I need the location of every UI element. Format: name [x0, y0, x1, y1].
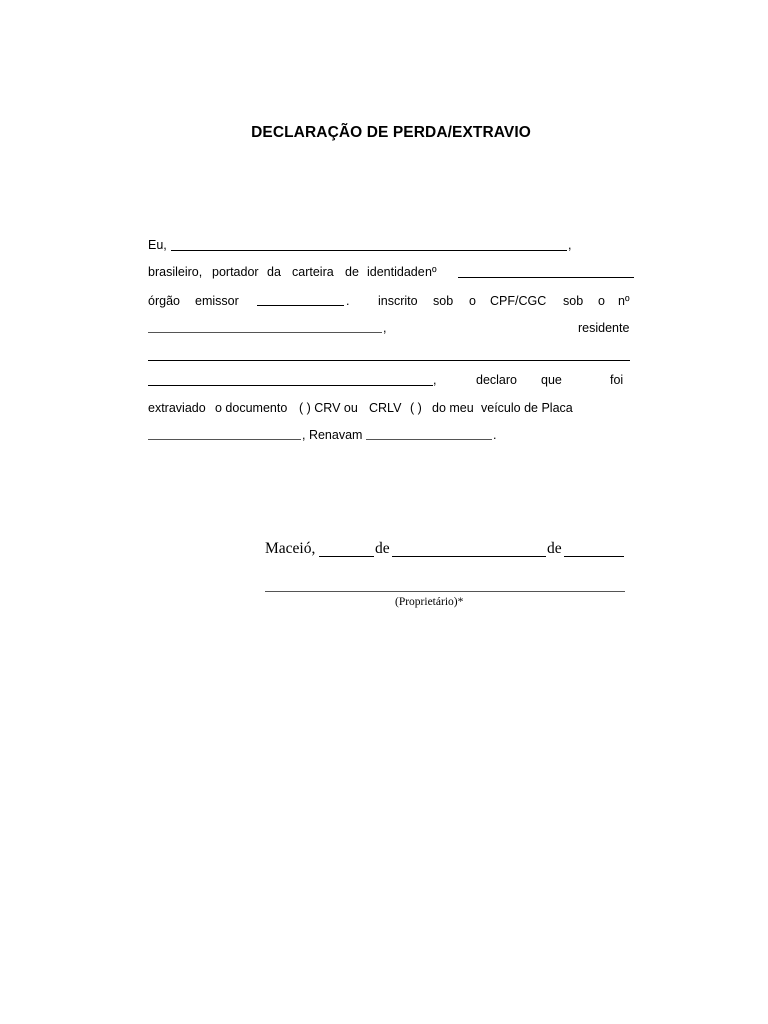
document-title: DECLARAÇÃO DE PERDA/EXTRAVIO	[251, 124, 531, 141]
placa-blank[interactable]	[148, 439, 301, 440]
orgao-label: órgão	[148, 294, 180, 308]
month-blank[interactable]	[392, 556, 546, 557]
line2-word: portador	[212, 265, 259, 279]
line2-word: nº	[425, 265, 437, 279]
line2-word: brasileiro,	[148, 265, 203, 279]
cpf-blank-comma: ,	[383, 321, 387, 335]
line7-word: do meu	[432, 401, 474, 415]
line3-word: inscrito	[378, 294, 418, 308]
name-blank-comma: ,	[568, 238, 572, 252]
de-label-2: de	[547, 540, 562, 557]
line3-word: o	[598, 294, 605, 308]
signature-line[interactable]	[265, 591, 625, 592]
name-blank[interactable]	[171, 250, 567, 251]
line2-word: da	[267, 265, 281, 279]
issuer-blank[interactable]	[257, 305, 344, 306]
line7-word: extraviado	[148, 401, 206, 415]
renavam-blank[interactable]	[366, 439, 492, 440]
crv-option[interactable]: ( ) CRV ou	[299, 401, 358, 415]
line2-word: carteira	[292, 265, 334, 279]
declaro-word: declaro	[476, 373, 517, 387]
de-label-1: de	[375, 540, 390, 557]
year-blank[interactable]	[564, 556, 624, 557]
emissor-label: emissor	[195, 294, 239, 308]
foi-word: foi	[610, 373, 624, 387]
cpf-blank[interactable]	[148, 332, 382, 333]
day-blank[interactable]	[319, 556, 374, 557]
que-word: que	[541, 373, 562, 387]
renavam-blank-period: .	[493, 428, 497, 442]
line3-word: o	[469, 294, 476, 308]
issuer-blank-period: .	[346, 294, 350, 308]
line7-word: veículo de Placa	[481, 401, 573, 415]
line3-word: nº	[618, 294, 630, 308]
line7-word: o documento	[215, 401, 288, 415]
city-label: Maceió,	[265, 540, 316, 557]
line7-word: CRLV	[369, 401, 402, 415]
line2-word: de	[345, 265, 359, 279]
renavam-label: , Renavam	[302, 428, 363, 442]
identity-number-blank[interactable]	[458, 277, 634, 278]
signature-caption: (Proprietário)*	[395, 596, 464, 608]
line3-word: sob	[563, 294, 584, 308]
line3-word: sob	[433, 294, 454, 308]
address-blank-comma: ,	[433, 373, 437, 387]
residente-label: residente	[578, 321, 630, 335]
address-blank-1[interactable]	[148, 360, 630, 361]
address-blank-2[interactable]	[148, 385, 433, 386]
line2-word: identidade	[367, 265, 425, 279]
crlv-option[interactable]: ( )	[410, 401, 422, 415]
eu-label: Eu,	[148, 238, 167, 252]
line3-word: CPF/CGC	[490, 294, 547, 308]
